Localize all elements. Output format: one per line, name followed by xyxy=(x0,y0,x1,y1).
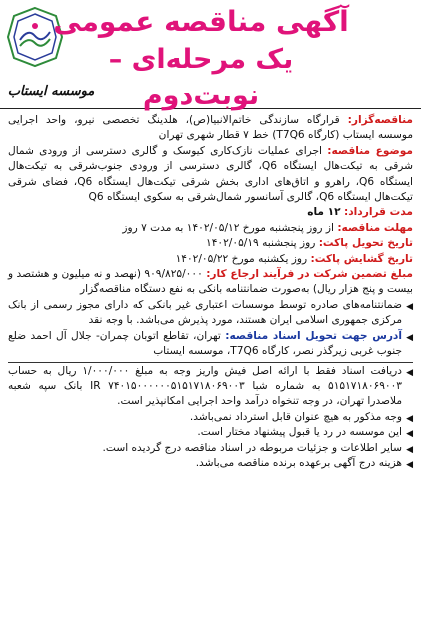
notice-body xyxy=(0,109,421,471)
opening-date xyxy=(8,252,413,267)
bullet-icon: ◀ xyxy=(406,413,413,424)
list-item xyxy=(8,441,413,456)
divider xyxy=(8,362,413,363)
list-item-text: دریافت اسناد فقط با ارائه اصل فیش واریز وجه به مبلغ ۱/۰۰۰/۰۰۰ ریال به حساب ۵۱۵۱۷۱۸۰۶۹۰۰۳ به شماره شبا IR ۷۴۰۱۵۰۰۰۰۰۰۵۱۵۱۷۱۸۰۶۹۰۰۳ بانک سپه شعبه ملاصدرا تهران، در وجه تنخواه درآمد واحد اجرایی امکانپذیر است. xyxy=(8,364,403,408)
tender-deadline xyxy=(8,221,413,236)
list-item-text: هزینه درج آگهی برعهده برنده مناقصه می‌باشد. xyxy=(195,456,402,469)
list-item xyxy=(8,456,413,471)
contract-duration-text: ۱۲ ماه xyxy=(307,206,341,219)
bullet-icon: ◀ xyxy=(406,444,413,455)
organization-name: موسسه ایستاب xyxy=(7,84,95,99)
opening-date-label: تاریخ گشایش پاکت: xyxy=(310,252,413,265)
tender-subject-label: موضوع مناقصه: xyxy=(327,144,413,157)
list-item xyxy=(8,410,413,425)
guarantee xyxy=(8,267,413,298)
delivery-date xyxy=(8,236,413,251)
bullet-icon: ◀ xyxy=(406,332,413,343)
delivery-address xyxy=(8,329,413,360)
list-item-text: وجه مذکور به هیچ عنوان قابل استرداد نمی‌باشد. xyxy=(189,410,402,423)
bullet-icon: ◀ xyxy=(406,429,413,440)
tender-deadline-text: از روز پنجشنبه مورخ ۱۴۰۲/۰۵/۱۲ به مدت ۷ روز xyxy=(122,221,334,234)
guarantee-text: ۹۰۹/۸۲۵/۰۰۰ (نهصد و نه میلیون و هشتصد و بیست و پنج هزار ریال) به‌صورت ضمانتنامه بانکی به نفع دستگاه مناقصه‌گزار xyxy=(8,268,413,296)
delivery-date-text: روز پنجشنبه ۱۴۰۲/۰۵/۱۹ xyxy=(206,237,316,250)
tender-subject-text: اجرای عملیات نازک‌کاری کیوسک و گالری دسترسی از ورودی شمال شرقی به تیکت‌هال ایستگاه Q6، گالری دسترسی از ورودی جنوب‌شرقی به تیکت‌هال ایستگاه Q6، راهرو و اتاق‌های اداری بخش شرقی تیکت‌هال ایستگاه Q6، فضای شرقی تیکت‌هال ایستگاه Q6، گالری آسانسور شمال‌شرقی به سکوی ایستگاه Q6 xyxy=(8,144,414,204)
bullet-icon: ◀ xyxy=(406,459,413,470)
notice-title-line2: یک مرحله‌ای – نوبت‌دوم xyxy=(108,44,294,111)
list-item xyxy=(8,364,413,410)
tender-party-text: قرارگاه سازندگی خاتم‌الانبیا(ص)، هلدینگ تخصصی نیرو، واحد اجرایی موسسه ایستاب (کارگاه T7Q6) خط ۷ قطار شهری تهران xyxy=(8,114,413,142)
bullet-icon: ◀ xyxy=(406,367,413,378)
list-item-text: این موسسه در رد یا قبول پیشنهاد مختار است. xyxy=(197,426,402,439)
tender-subject xyxy=(8,144,413,206)
guarantee-label: مبلغ تضمین شرکت در فرآیند ارجاع کار: xyxy=(206,268,413,281)
delivery-date-label: تاریخ تحویل پاکت: xyxy=(318,237,413,250)
list-item xyxy=(8,425,413,440)
tender-deadline-label: مهلت مناقصه: xyxy=(337,221,413,234)
tender-party-label: مناقصه‌گزار: xyxy=(347,114,413,126)
list-item-text: ضمانتنامه‌های صادره توسط موسسات اعتباری غیر بانکی که دارای مجوز رسمی از بانک مرکزی جمهوری اسلامی ایران هستند، مورد پذیرش می‌باشد. با وجه نقد xyxy=(8,298,402,327)
list-item xyxy=(8,298,413,329)
list-item-text: سایر اطلاعات و جزئیات مربوطه در اسناد مناقصه درج گردیده است. xyxy=(102,441,402,454)
notice-title-line1: آگهی مناقصه عمومی xyxy=(53,5,349,38)
delivery-address-label: آدرس جهت تحویل اسناد مناقصه: xyxy=(225,329,403,342)
delivery-address-text: تهران، تقاطع اتوبان چمران- جلال آل احمد ضلع جنوب غربی زیرگذر نصر، کارگاه T7Q6، موسسه ایستاب xyxy=(8,329,402,358)
contract-duration-label: مدت قرارداد: xyxy=(343,206,413,219)
contract-duration xyxy=(8,205,413,220)
notice-header xyxy=(0,0,421,109)
opening-date-text: روز یکشنبه مورخ ۱۴۰۲/۰۵/۲۲ xyxy=(175,252,308,265)
bullet-icon: ◀ xyxy=(406,301,413,312)
tender-party xyxy=(8,113,413,144)
